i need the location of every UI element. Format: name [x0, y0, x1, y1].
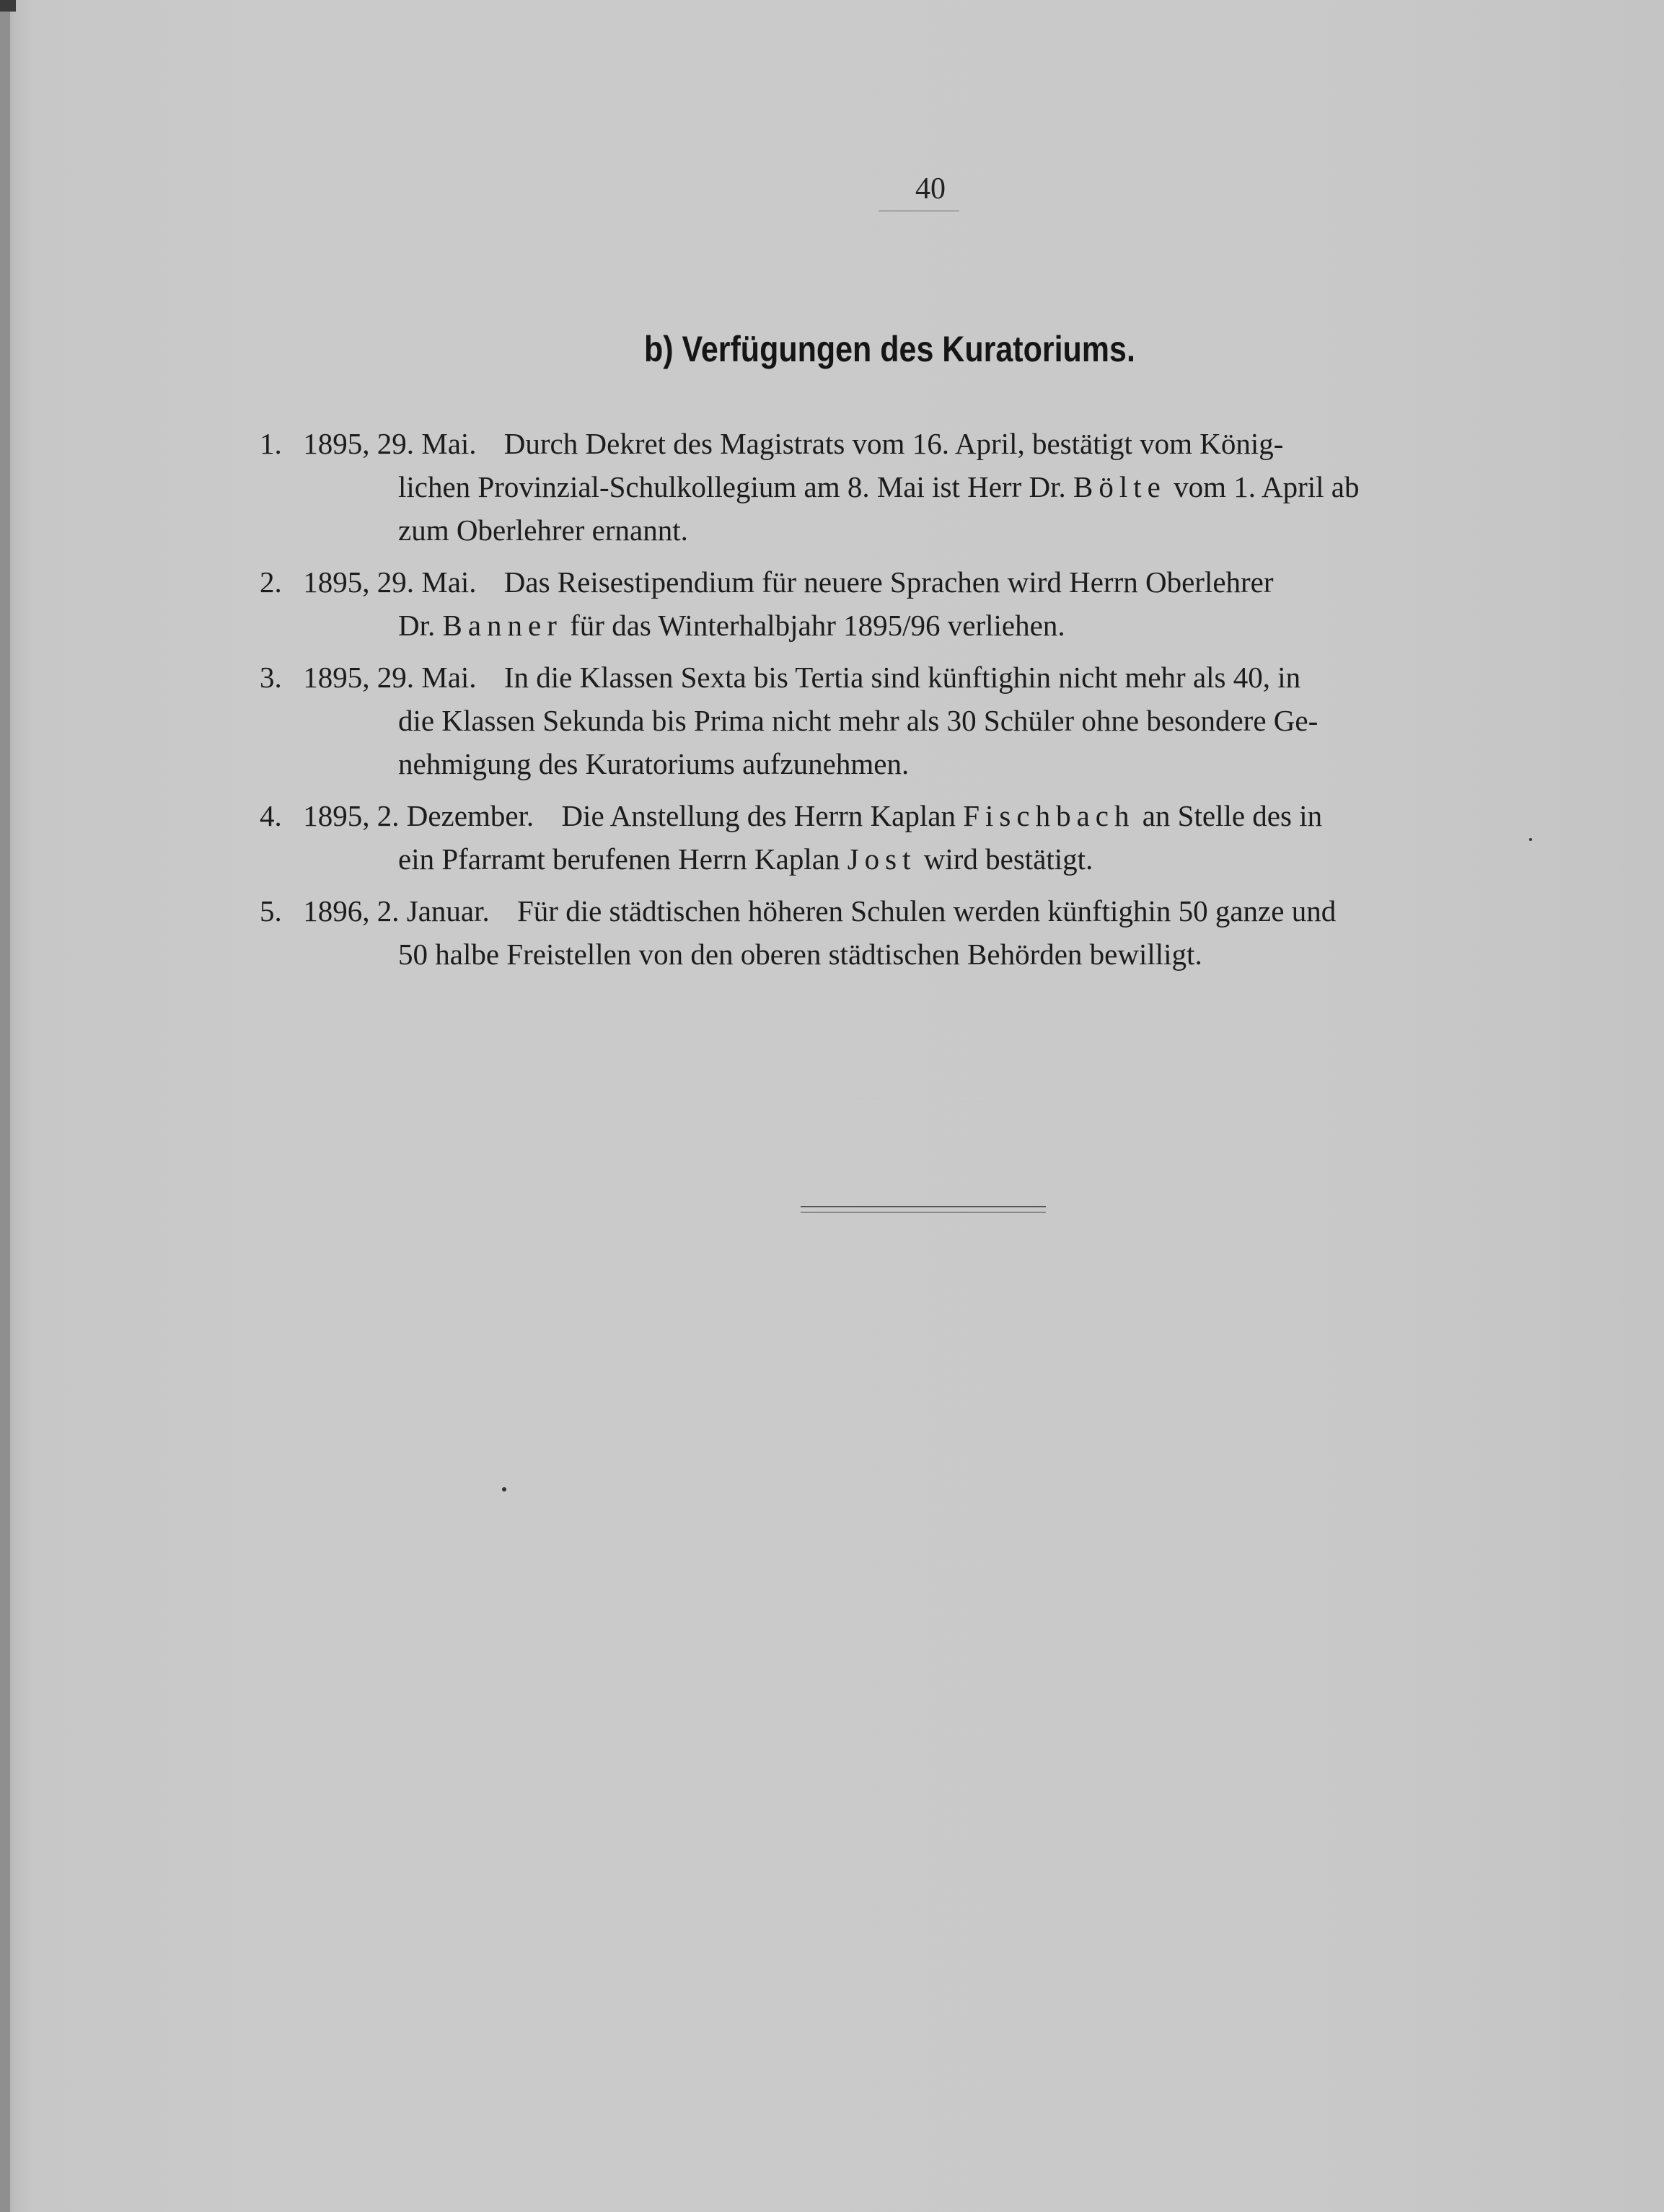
- entry-text: die Klassen Sekunda bis Prima nicht mehr als 30 Schüler ohne besondere Ge-: [398, 704, 1319, 737]
- entry-text: für das Winterhalbjahr 1895/96 verliehen.: [562, 609, 1065, 642]
- entry-text: zum Oberlehrer ernannt.: [398, 514, 688, 547]
- ink-speck: [1529, 838, 1532, 841]
- entry-text: In die Klassen Sexta bis Tertia sind künftighin nicht mehr als 40, in: [503, 661, 1301, 694]
- section-heading: b) Verfügungen des Kuratoriums.: [644, 329, 1135, 369]
- corner-mark: [0, 0, 16, 12]
- entry-text: an Stelle des in: [1135, 799, 1323, 832]
- spaced-name: Banner: [442, 609, 563, 642]
- entry-text: vom 1. April ab: [1166, 470, 1360, 503]
- entry-3: [260, 656, 1616, 785]
- entry-number: 3.: [260, 661, 282, 694]
- entry-line: [260, 604, 1616, 647]
- entry-1: [260, 422, 1616, 552]
- entry-text: Für die städtischen höheren Schulen werden künftighin 50 ganze und: [517, 894, 1337, 927]
- entry-date: 1895, 2. Dezember.: [303, 799, 534, 832]
- entry-date: 1895, 29. Mai.: [303, 427, 477, 460]
- page-left-edge-shadow: [0, 0, 10, 2212]
- ink-speck: [502, 1487, 506, 1491]
- entry-line: [260, 699, 1616, 742]
- entry-4: [260, 794, 1616, 881]
- entry-number: 1.: [260, 427, 282, 460]
- entry-2: [260, 560, 1616, 647]
- entry-number: 5.: [260, 894, 282, 927]
- entry-list: [260, 422, 1616, 984]
- entry-line: [260, 560, 1616, 604]
- entry-line: [260, 837, 1616, 881]
- entry-text: 50 halbe Freistellen von den oberen städtischen Behörden bewilligt.: [398, 938, 1202, 971]
- entry-date: 1895, 29. Mai.: [303, 565, 477, 599]
- entry-5: [260, 889, 1616, 976]
- entry-text: Durch Dekret des Magistrats vom 16. April, bestätigt vom König-: [503, 427, 1284, 460]
- spaced-name: Fischbach: [963, 799, 1135, 832]
- entry-line: [260, 508, 1616, 552]
- entry-line: [260, 465, 1616, 508]
- entry-text: Die Anstellung des Herrn Kaplan: [561, 799, 964, 832]
- entry-line: [260, 889, 1616, 933]
- entry-text: nehmigung des Kuratoriums aufzunehmen.: [398, 747, 910, 780]
- entry-line: [260, 933, 1616, 976]
- entry-text: lichen Provinzial-Schulkollegium am 8. Mai ist Herr Dr.: [398, 470, 1073, 503]
- entry-date: 1896, 2. Januar.: [303, 894, 490, 927]
- entry-text: wird bestätigt.: [916, 842, 1093, 876]
- entry-line: [260, 742, 1616, 785]
- spaced-name: Bölte: [1073, 470, 1166, 503]
- spaced-name: Jost: [847, 842, 917, 876]
- entry-line: [260, 794, 1616, 837]
- entry-text: ein Pfarramt berufenen Herrn Kaplan: [398, 842, 848, 876]
- section-divider: [801, 1206, 1046, 1213]
- page-number: 40: [915, 172, 946, 206]
- entry-line: [260, 656, 1616, 699]
- entry-number: 2.: [260, 565, 282, 599]
- entry-line: [260, 422, 1616, 465]
- entry-text: Das Reisestipendium für neuere Sprachen wird Herrn Oberlehrer: [503, 565, 1274, 599]
- entry-number: 4.: [260, 799, 282, 832]
- entry-date: 1895, 29. Mai.: [303, 661, 477, 694]
- entry-text: Dr.: [398, 609, 443, 642]
